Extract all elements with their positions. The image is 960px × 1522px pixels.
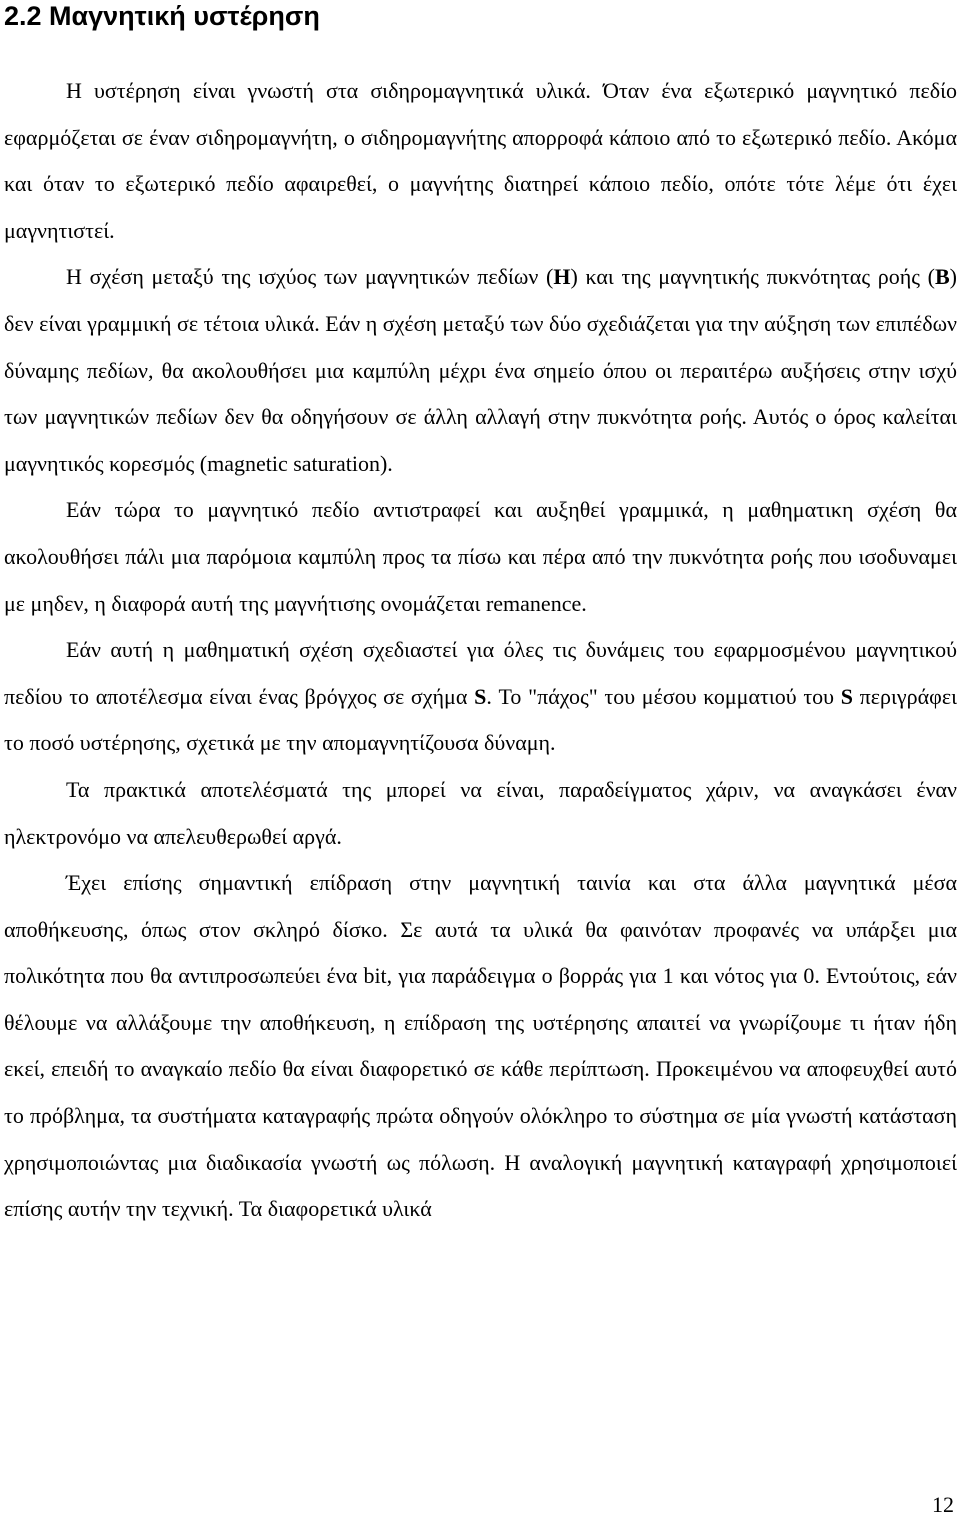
page-number: 12 bbox=[932, 1492, 954, 1517]
paragraph-text: Έχει επίσης σημαντική επίδραση στην μαγνητική ταινία και στα άλλα μαγνητικά μέσα αποθήκευσης, όπως στον σκληρό δίσκο. Σε αυτά τα υλικά θα φαινόταν προφανές να υπάρξει μια πολικότητα που θα αντιπροσωπεύει ένα bit, για παράδειγμα ο βορράς για 1 και νότος για 0. Εντούτοις, εάν θέλουμε να αλλάξουμε την αποθήκευση, η επίδραση της υστέρησης απαιτεί να γνωρίζουμε τι ήταν ήδη εκεί, επειδή το αναγκαίο πεδίο θα είναι διαφορετικό σε κάθε περίπτωση. Προκειμένου να αποφευχθεί αυτό το πρόβλημα, τα συστήματα καταγραφής πρώτα οδηγούν ολόκληρο το σύστημα σε μία γνωστή κατάσταση χρησιμοποιώντας μια διαδικασία γνωστή ως πόλωση. Η αναλογική μαγνητική καταγραφή χρησιμοποιεί επίσης αυτήν την τεχνική. Τα διαφορετικά υλικά bbox=[4, 870, 957, 1222]
paragraph-practical-effects bbox=[4, 767, 957, 860]
paragraph-text: . Το "πάχος" του μέσου κομματιού του bbox=[486, 683, 841, 709]
paragraph-text: Εάν αυτή η μαθηματική σχέση σχεδιαστεί για όλες τις δυνάμεις του εφαρμοσμένου μαγνητικού πεδίου το αποτέλεσμα είναι ένας βρόγχος σε σχήμα bbox=[4, 637, 957, 709]
paragraph-hysteresis-intro bbox=[4, 68, 957, 254]
paragraph-text: ) και της μαγνητικής πυκνότητας ροής ( bbox=[570, 264, 935, 290]
paragraph-remanence bbox=[4, 487, 957, 627]
symbol-b: B bbox=[934, 264, 950, 290]
section-heading: 2.2 Μαγνητική υστέρηση bbox=[4, 1, 320, 31]
body-text bbox=[4, 68, 957, 1233]
paragraph-h-b-relation bbox=[4, 254, 957, 487]
paragraph-text: ) δεν είναι γραμμική σε τέτοια υλικά. Εάν η σχέση μεταξύ των δύο σχεδιάζεται για την αύξηση των επιπέδων δύναμης πεδίων, θα ακολουθήσει μια καμπύλη μέχρι ένα σημείο όπου οι περαιτέρω αυξήσεις στην ισχύ των μαγνητικών πεδίων δεν θα οδηγήσουν σε άλλη αλλαγή στην πυκνότητα ροής. Αυτός ο όρος καλείται μαγνητικός κορεσμός (magnetic saturation). bbox=[4, 264, 957, 476]
paragraph-text: Η σχέση μεταξύ της ισχύος των μαγνητικών πεδίων ( bbox=[66, 264, 554, 290]
paragraph-text: Τα πρακτικά αποτελέσματά της μπορεί να είναι, παραδείγματος χάριν, να αναγκάσει έναν ηλεκτρονόμο να απελευθερωθεί αργά. bbox=[4, 776, 957, 849]
symbol-s: S bbox=[474, 683, 487, 709]
paragraph-s-loop bbox=[4, 627, 957, 767]
paragraph-text: Η υστέρηση είναι γνωστή στα σιδηρομαγνητικά υλικά. Όταν ένα εξωτερικό μαγνητικό πεδίο εφαρμόζεται σε έναν σιδηρομαγνήτη, ο σιδηρομαγνήτης απορροφά κάποιο από το εξωτερικό πεδίο. Ακόμα και όταν το εξωτερικό πεδίο αφαιρεθεί, ο μαγνήτης διατηρεί κάποιο πεδίο, οπότε τότε λέμε ότι έχει μαγνητιστεί. bbox=[4, 78, 957, 243]
paragraph-text: Εάν τώρα το μαγνητικό πεδίο αντιστραφεί και αυξηθεί γραμμικά, η μαθηματικη σχέση θα ακολουθήσει πάλι μια παρόμοια καμπύλη προς τα πίσω και πέρα από την πυκνότητα ροής που ισοδυναμει με μηδεν, η διαφορά αυτή της μαγνήτισης ονομάζεται remanence. bbox=[4, 497, 957, 616]
symbol-s: S bbox=[840, 683, 853, 709]
paragraph-text: περιγράφει το ποσό υστέρησης, σχετικά με την απομαγνητίζουσα δύναμη. bbox=[4, 683, 958, 756]
symbol-h: H bbox=[553, 264, 571, 290]
paragraph-magnetic-storage bbox=[4, 860, 957, 1233]
